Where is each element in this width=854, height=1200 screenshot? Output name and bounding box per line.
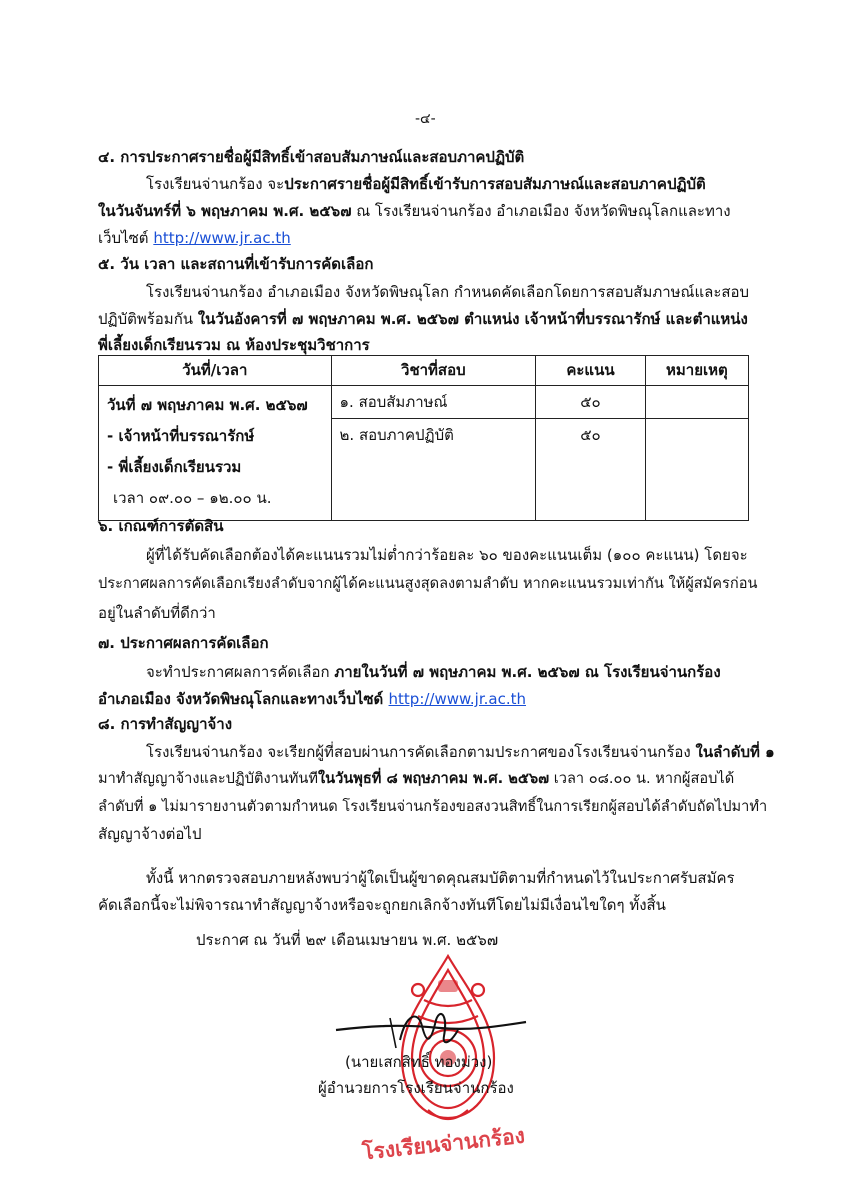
- section-8-line-3: ลำดับที่ ๑ ไม่มารายงานตัวตามกำหนด โรงเรียนจ่านกร้องขอสงวนสิทธิ์ในการเรียกผู้สอบได้ลำดับถัดไปมาทำ: [98, 798, 768, 815]
- s7-bold-2: อำเภอเมือง จังหวัดพิษณุโลกและทางเว็บไซด์: [98, 690, 389, 708]
- date-cell: [99, 386, 332, 521]
- header-date: วันที่/เวลา: [99, 356, 332, 386]
- s8-text-3: เวลา ๐๘.๐๐ น. หากผู้สอบได้: [549, 770, 735, 787]
- s8-bold-2: ในวันพุธที่ ๘ พฤษภาคม พ.ศ. ๒๕๖๗: [317, 770, 550, 787]
- score-cell: ๕๐: [536, 419, 646, 521]
- date-line-1: วันที่ ๗ พฤษภาคม พ.ศ. ๒๕๖๗: [107, 396, 308, 414]
- section-6-line-3: อยู่ในลำดับที่ดีกว่า: [98, 604, 216, 622]
- section-8-line-2: [98, 767, 734, 790]
- header-subject: วิชาที่สอบ: [331, 356, 536, 386]
- section-7-line-2: [98, 687, 526, 711]
- section-6-heading: ๖. เกณฑ์การตัดสิน: [98, 517, 224, 535]
- announce-date: ประกาศ ณ วันที่ ๒๙ เดือนเมษายน พ.ศ. ๒๕๖๗: [196, 931, 499, 949]
- closing-line-1: ทั้งนี้ หากตรวจสอบภายหลังพบว่าผู้ใดเป็นผู้ขาดคุณสมบัติตามที่กำหนดไว้ในประกาศรับสมัคร: [146, 869, 735, 887]
- s8-bold: ในลำดับที่ ๑: [695, 743, 775, 761]
- s8-text-2: มาทำสัญญาจ้างและปฏิบัติงานทันที: [98, 770, 318, 787]
- s4-text-2: ณ โรงเรียนจ่านกร้อง อำเภอเมือง จังหวัดพิษณุโลกและทาง: [351, 202, 731, 220]
- section-5-line-1: โรงเรียนจ่านกร้อง อำเภอเมือง จังหวัดพิษณุโลก กำหนดคัดเลือกโดยการสอบสัมภาษณ์และสอบ: [146, 283, 750, 301]
- s4-bold: ประกาศรายชื่อผู้มีสิทธิ์เข้ารับการสอบสัมภาษณ์และสอบภาคปฏิบัติ: [284, 175, 706, 193]
- section-6-line-2: ประกาศผลการคัดเลือกเรียงลำดับจากผู้ได้คะแนนสูงสุดลงตามลำดับ หากคะแนนรวมเท่ากัน ให้ผู้สมัครก่อน: [98, 575, 758, 592]
- date-line-3: - พี่เลี้ยงเด็กเรียนรวม: [107, 458, 242, 476]
- closing-line-2: คัดเลือกนี้จะไม่พิจารณาทำสัญญาจ้างหรือจะถูกยกเลิกจ้างทันทีโดยไม่มีเงื่อนไขใดๆ ทั้งสิ้น: [98, 896, 666, 914]
- exam-schedule-table: [98, 355, 749, 521]
- section-8-heading: ๘. การทำสัญญาจ้าง: [98, 715, 233, 733]
- section-8-line-1: [146, 740, 775, 764]
- website-link[interactable]: http://www.jr.ac.th: [153, 229, 291, 247]
- table-header-row: [99, 356, 749, 386]
- page-number: -๔-: [415, 111, 436, 127]
- section-4-line-2: [98, 199, 731, 223]
- s4-text: โรงเรียนจ่านกร้อง จะ: [146, 175, 285, 193]
- s5-text: ปฏิบัติพร้อมกัน: [98, 310, 198, 328]
- section-7-heading: ๗. ประกาศผลการคัดเลือก: [98, 634, 269, 652]
- section-8-line-4: สัญญาจ้างต่อไป: [98, 825, 202, 843]
- section-4-line-1: [146, 172, 706, 196]
- section-5-line-2: [98, 307, 748, 331]
- s7-text: จะทำประกาศผลการคัดเลือก: [146, 663, 335, 681]
- header-score: คะแนน: [536, 356, 646, 386]
- s8-text: โรงเรียนจ่านกร้อง จะเรียกผู้ที่สอบผ่านการคัดเลือกตามประกาศของโรงเรียนจ่านกร้อง: [146, 743, 696, 761]
- date-line-2: - เจ้าหน้าที่บรรณารักษ์: [107, 427, 255, 445]
- note-cell: [645, 419, 748, 521]
- table-row: [99, 386, 749, 419]
- signer-title: ผู้อำนวยการโรงเรียนจ่านกร้อง: [318, 1079, 514, 1097]
- section-7-line-1: [146, 660, 721, 684]
- s4-date: ในวันจันทร์ที่ ๖ พฤษภาคม พ.ศ. ๒๕๖๗: [98, 202, 352, 220]
- note-cell: [645, 386, 748, 419]
- subject-cell: ๒. สอบภาคปฏิบัติ: [331, 419, 536, 521]
- subject-cell: ๑. สอบสัมภาษณ์: [331, 386, 536, 419]
- signer-name: (นายเสกสิทธิ์ ทองม่วง): [345, 1053, 493, 1071]
- section-5-heading: ๕. วัน เวลา และสถานที่เข้ารับการคัดเลือก: [98, 255, 374, 273]
- s5-bold: ในวันอังคารที่ ๗ พฤษภาคม พ.ศ. ๒๕๖๗ ตำแหน่ง เจ้าหน้าที่บรรณารักษ์ และตำแหน่ง: [197, 310, 748, 328]
- s4-text-3: เว็บไซต์: [98, 229, 154, 247]
- section-4-heading: ๔. การประกาศรายชื่อผู้มีสิทธิ์เข้าสอบสัมภาษณ์และสอบภาคปฏิบัติ: [98, 148, 525, 166]
- website-link[interactable]: http://www.jr.ac.th: [388, 690, 526, 708]
- section-5-line-3: พี่เลี้ยงเด็กเรียนรวม ณ ห้องประชุมวิชาการ: [98, 336, 370, 354]
- header-note: หมายเหตุ: [645, 356, 748, 386]
- section-6-line-1: ผู้ที่ได้รับคัดเลือกต้องได้คะแนนรวมไม่ต่ำกว่าร้อยละ ๖๐ ของคะแนนเต็ม (๑๐๐ คะแนน) โดยจะ: [146, 546, 748, 564]
- section-4-line-3: [98, 226, 291, 250]
- s7-bold: ภายในวันที่ ๗ พฤษภาคม พ.ศ. ๒๕๖๗ ณ โรงเรียนจ่านกร้อง: [334, 663, 721, 681]
- seal-label: โรงเรียนจ่านกร้อง: [361, 1123, 527, 1165]
- date-line-4: เวลา ๐๙.๐๐ – ๑๒.๐๐ น.: [113, 489, 272, 507]
- score-cell: ๕๐: [536, 386, 646, 419]
